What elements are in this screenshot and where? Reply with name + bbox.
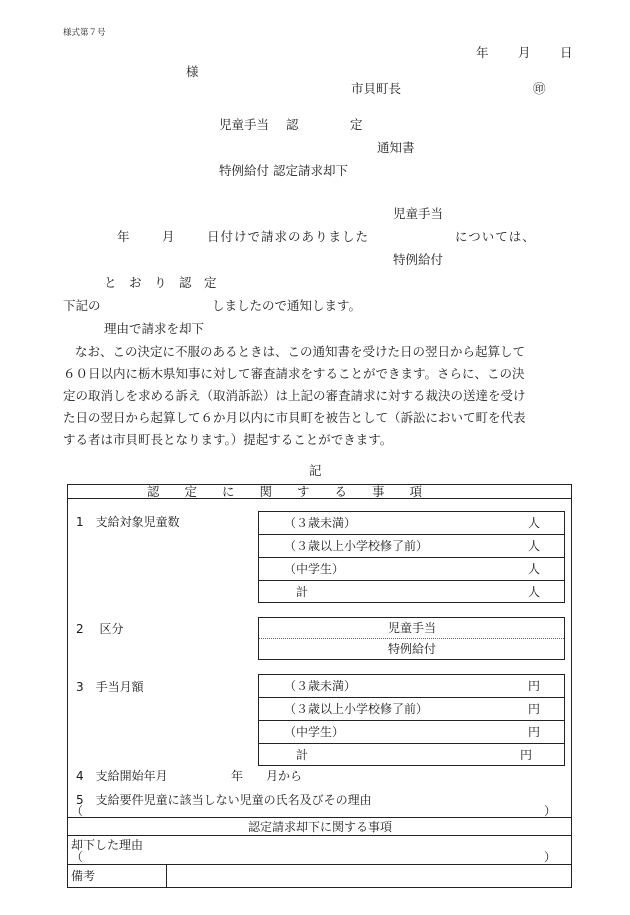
notice-line: する者は市貝町長となります。）提起することができます。 bbox=[63, 432, 393, 447]
item3-row-label: （中学生） bbox=[284, 725, 345, 739]
category-special-benefit: 特例給付 bbox=[388, 642, 437, 656]
title-approval-a: 認 bbox=[286, 117, 299, 132]
date-year: 年 bbox=[476, 45, 489, 60]
item3-label: 3 手当月額 bbox=[76, 680, 144, 694]
item1-row-label: （３歳未満） bbox=[284, 516, 357, 530]
item1-row-unit: 人 bbox=[528, 539, 541, 553]
body-about-text: については、 bbox=[455, 229, 536, 244]
remarks-divider bbox=[166, 864, 167, 888]
item1-total-label: 計 bbox=[296, 585, 309, 599]
notice-line: 定の取消しを求める訴え（取消訴訟）は上記の審査請求に対する裁決の送達を受け bbox=[63, 388, 526, 403]
item1-row-unit: 人 bbox=[528, 562, 541, 576]
row-divider bbox=[258, 580, 565, 581]
item1-row-label: （中学生） bbox=[284, 562, 345, 576]
row-divider bbox=[258, 697, 565, 698]
notice-line: ６０日以内に栃木県知事に対して審査請求をすることができます。さらに、この決 bbox=[63, 366, 525, 381]
category-child-allowance: 児童手当 bbox=[388, 621, 437, 635]
decision-approve: と お り 認 定 bbox=[104, 275, 217, 290]
title-notice: 通知書 bbox=[377, 140, 415, 155]
notice-line: た日の翌日から起算して６か月以内に市貝町を被告として（訴訟において町を代表 bbox=[63, 410, 526, 425]
remarks-label: 備考 bbox=[71, 869, 96, 883]
rejection-reason-label: 却下した理由 bbox=[71, 838, 144, 852]
rejection-close-paren: ） bbox=[544, 850, 557, 864]
section-header-approval: 認 定 に 関 す る 事 項 bbox=[147, 484, 423, 499]
title-child-allowance: 児童手当 bbox=[219, 117, 270, 132]
item2-label: 2 区分 bbox=[76, 622, 124, 636]
item3-total-unit: 円 bbox=[520, 748, 533, 762]
title-approval-b: 定 bbox=[350, 117, 363, 132]
item5-label: 5 支給要件児童に該当しない児童の氏名及びその理由 bbox=[76, 793, 372, 807]
body-date-month: 月 bbox=[162, 229, 175, 244]
item3-row-unit: 円 bbox=[528, 725, 541, 739]
body-request-text: 日付けで請求のありました bbox=[207, 229, 370, 244]
rejection-open-paren: （ bbox=[71, 850, 84, 864]
item5-close-paren: ） bbox=[544, 804, 557, 818]
option-special-benefit: 特例給付 bbox=[393, 252, 444, 267]
decision-reject: 理由で請求を却下 bbox=[104, 321, 205, 336]
item1-row-unit: 人 bbox=[528, 516, 541, 530]
row-divider bbox=[258, 557, 565, 558]
notice-line: なお、この決定に不服のあるときは、この通知書を受けた日の翌日から起算して bbox=[75, 344, 526, 359]
body-prefix: 下記の bbox=[63, 298, 101, 313]
seal-mark: ㊞ bbox=[533, 81, 546, 96]
item5-open-paren: （ bbox=[71, 804, 84, 818]
item3-row-label: （３歳未満） bbox=[284, 679, 357, 693]
record-label: 記 bbox=[309, 463, 322, 478]
appeal-notice bbox=[63, 341, 583, 451]
item3-row-label: （３歳以上小学校修了前） bbox=[284, 702, 429, 716]
row-divider bbox=[258, 720, 565, 721]
table-divider bbox=[67, 835, 572, 836]
item4-label: 4 支給開始年月 bbox=[76, 769, 168, 783]
title-special-rejection: 特例給付 認定請求却下 bbox=[219, 163, 348, 178]
item4-year: 年 bbox=[231, 769, 244, 783]
addressee-suffix: 様 bbox=[186, 64, 199, 79]
issuer-name: 市貝町長 bbox=[351, 81, 402, 96]
table-divider bbox=[67, 817, 572, 818]
body-suffix: しましたので通知します。 bbox=[212, 298, 362, 313]
row-divider bbox=[258, 743, 565, 744]
date-month: 月 bbox=[518, 45, 531, 60]
item3-total-label: 計 bbox=[296, 748, 309, 762]
form-number: 様式第７号 bbox=[63, 28, 106, 38]
item4-month: 月から bbox=[266, 769, 303, 783]
option-child-allowance: 児童手当 bbox=[393, 206, 444, 221]
date-day: 日 bbox=[560, 45, 573, 60]
item3-row-unit: 円 bbox=[528, 702, 541, 716]
item3-row-unit: 円 bbox=[528, 679, 541, 693]
rejection-header: 認定請求却下に関する事項 bbox=[248, 820, 393, 834]
item1-row-label: （３歳以上小学校修了前） bbox=[284, 539, 429, 553]
row-divider bbox=[258, 534, 565, 535]
body-date-year: 年 bbox=[117, 229, 130, 244]
table-divider bbox=[67, 864, 572, 865]
item1-label: 1 支給対象児童数 bbox=[76, 515, 180, 529]
dotted-divider bbox=[259, 638, 564, 639]
item1-total-unit: 人 bbox=[528, 585, 541, 599]
